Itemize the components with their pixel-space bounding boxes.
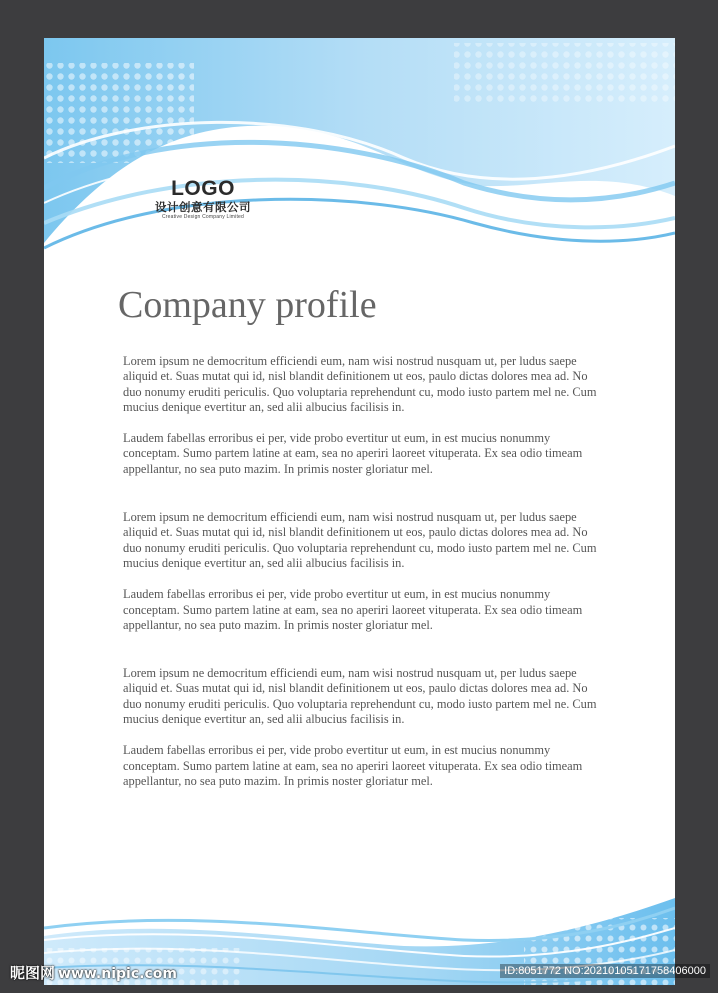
- body-text: [123, 354, 601, 789]
- logo-company-name-cn: 设计创意有限公司: [155, 200, 251, 214]
- page-title: Company profile: [118, 284, 377, 326]
- paragraph: Lorem ipsum ne democritum efficiendi eum, nam wisi nostrud nusquam ut, per ludus saepe aliquid et. Suas mutat qui id, nisl blandit definitionem ut eos, paulo dictas dolores mea ad. No duo nonumy eruditi periculis. Quo voluptaria reprehendunt cu, modo iusto partem mel ne. Cum mucius denique evertitur an, sed alii albucius facilisis in.: [123, 666, 597, 727]
- logo-mark: LOGO: [171, 177, 235, 200]
- site-watermark: [10, 962, 177, 983]
- paragraph: Laudem fabellas erroribus ei per, vide probo evertitur ut eum, in est mucius nonummy conceptam. Sumo partem latine at eam, sea no aperiri laoreet vituperata. Ex sea odio timeam appellantur, no sea puto mazim. In primis noster gloriatur mel.: [123, 587, 583, 632]
- paragraph: Lorem ipsum ne democritum efficiendi eum, nam wisi nostrud nusquam ut, per ludus saepe aliquid et. Suas mutat qui id, nisl blandit definitionem ut eos, paulo dictas dolores mea ad. No duo nonumy eruditi periculis. Quo voluptaria reprehendunt cu, modo iusto partem mel ne. Cum mucius denique evertitur an, sed alii albucius facilisis in.: [123, 354, 597, 414]
- logo-company-name-en: Creative Design Company Limited: [161, 214, 245, 220]
- image-id-watermark: ID:8051772 NO:20210105171758406000: [500, 964, 710, 978]
- paragraph: Laudem fabellas erroribus ei per, vide probo evertitur ut eum, in est mucius nonummy conceptam. Sumo partem latine at eam, sea no aperiri laoreet vituperata. Ex sea odio timeam appellantur, no sea puto mazim. In primis noster gloriatur mel.: [123, 431, 583, 476]
- top-wave-decoration: [44, 38, 675, 253]
- watermark-url: www.nipic.com: [58, 966, 177, 982]
- letterhead-page: [44, 38, 675, 985]
- company-logo: [143, 178, 263, 221]
- paragraph: Lorem ipsum ne democritum efficiendi eum, nam wisi nostrud nusquam ut, per ludus saepe aliquid et. Suas mutat qui id, nisl blandit definitionem ut eos, paulo dictas dolores mea ad. No duo nonumy eruditi periculis. Quo voluptaria reprehendunt cu, modo iusto partem mel ne. Cum mucius denique evertitur an, sed alii albucius facilisis in.: [123, 510, 597, 570]
- paragraph: Laudem fabellas erroribus ei per, vide probo evertitur ut eum, in est mucius nonummy conceptam. Sumo partem latine at eam, sea no aperiri laoreet vituperata. Ex sea odio timeam appellantur, no sea puto mazim. In primis noster gloriatur mel.: [123, 743, 583, 788]
- watermark-site-name: 昵图网: [10, 964, 56, 982]
